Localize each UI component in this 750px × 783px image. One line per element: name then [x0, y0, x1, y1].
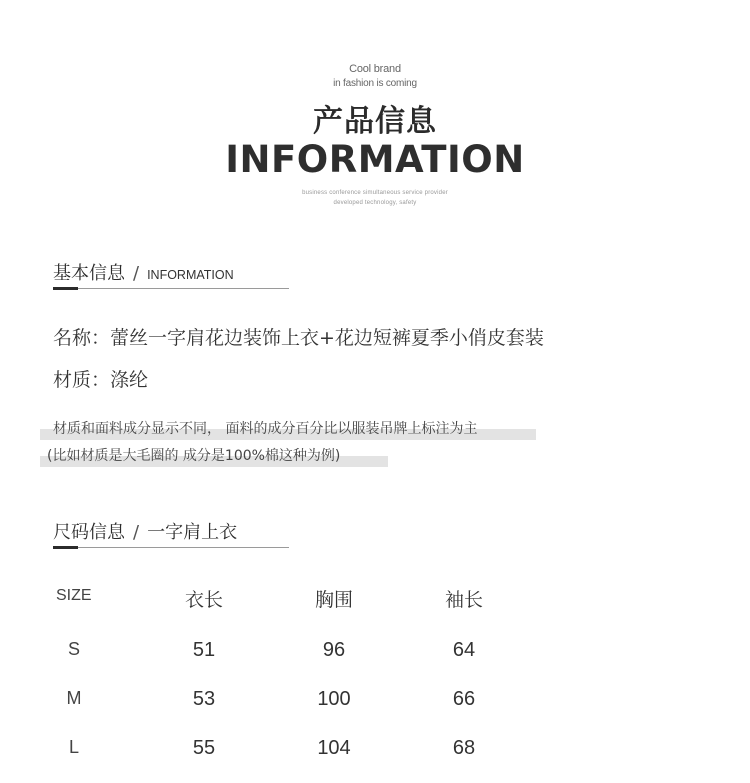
material-note-line2: (比如材质是大毛圈的 成分是100%棉这种为例)	[47, 448, 341, 464]
material-note-line1: 材质和面料成分显示不同， 面料的成分百分比以服装吊牌上标注为主	[53, 421, 478, 437]
bust-cell: 104	[317, 737, 351, 759]
size-cell: M	[66, 688, 82, 708]
sleeve-cell: 64	[452, 639, 476, 661]
column-header-size: SIZE	[56, 587, 92, 604]
header-subtext-line1: business conference simultaneous service provider	[302, 190, 448, 196]
section-divider	[53, 547, 289, 548]
size-info-heading-sub: 一字肩上衣	[147, 522, 238, 543]
page-title-en: INFORMATION	[225, 138, 525, 181]
heading-separator: /	[133, 263, 140, 284]
brand-tagline-line2: in fashion is coming	[333, 78, 417, 89]
heading-separator: /	[133, 522, 140, 543]
column-header-length: 衣长	[184, 589, 223, 611]
page-title-cn: 产品信息	[313, 104, 437, 139]
length-cell: 55	[192, 737, 216, 759]
sleeve-cell: 66	[452, 688, 476, 710]
sleeve-cell: 68	[452, 737, 476, 759]
length-cell: 51	[192, 639, 216, 661]
section-divider-accent	[53, 287, 78, 290]
size-info-heading	[53, 518, 237, 544]
column-header-bust: 胸围	[314, 589, 353, 611]
length-cell: 53	[192, 688, 216, 710]
basic-info-heading-cn: 基本信息	[53, 263, 125, 284]
basic-info-heading	[53, 259, 234, 285]
column-header-sleeve: 袖长	[444, 589, 483, 611]
product-name: 名称：蕾丝一字肩花边装饰上衣+花边短裤夏季小俏皮套装	[53, 327, 544, 349]
bust-cell: 100	[317, 688, 351, 710]
section-divider-accent	[53, 546, 78, 549]
header-subtext-line2: developed technology, safety	[333, 200, 417, 206]
product-material: 材质：涤纶	[53, 369, 149, 391]
brand-tagline-line1: Cool brand	[349, 63, 401, 75]
size-info-heading-cn: 尺码信息	[53, 522, 125, 543]
basic-info-heading-en: INFORMATION	[147, 268, 234, 282]
size-cell: L	[68, 737, 79, 757]
section-divider	[53, 288, 289, 289]
size-cell: S	[67, 639, 80, 659]
bust-cell: 96	[322, 639, 346, 661]
